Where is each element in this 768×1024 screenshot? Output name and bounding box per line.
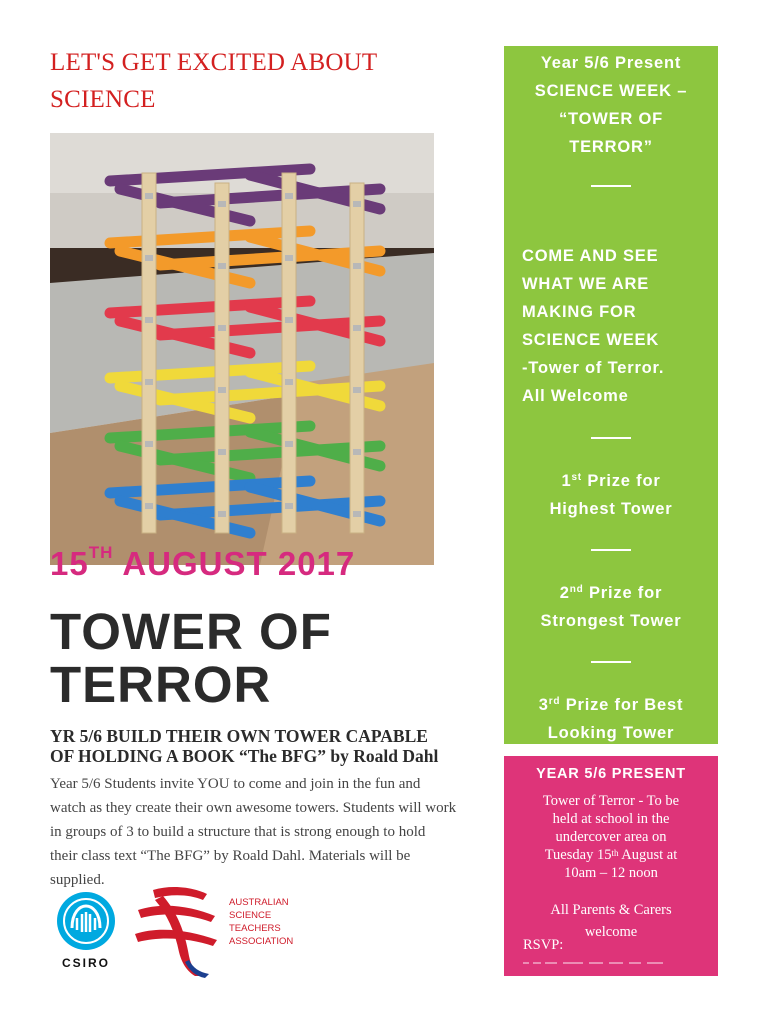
clothes-peg <box>142 173 156 533</box>
peg-spring <box>285 503 293 509</box>
prize-line-2: Strongest Tower <box>540 612 682 630</box>
asta-emblem-icon <box>133 882 223 978</box>
csiro-emblem-icon <box>50 890 122 970</box>
parents-line: All Parents & Carers <box>550 902 672 918</box>
second-prize <box>504 579 718 635</box>
asta-line: AUSTRALIAN <box>229 897 289 908</box>
come-line: All Welcome <box>522 387 629 405</box>
body-line: in groups of 3 to build a structure that is strong enough to hold <box>50 824 426 840</box>
date-suffix: TH <box>88 543 114 562</box>
details-line: held at school in the <box>552 811 670 827</box>
green-heading-line: TERROR” <box>569 138 653 156</box>
asta-line: ASSOCIATION <box>229 936 294 947</box>
headline <box>50 44 450 118</box>
divider <box>591 661 631 663</box>
peg-spring <box>145 441 153 447</box>
prize-number: 2 <box>559 584 570 602</box>
details-day: Tuesday 15 <box>544 847 612 863</box>
divider <box>591 185 631 187</box>
csiro-wordmark: CSIRO <box>61 956 111 970</box>
peg-spring <box>285 317 293 323</box>
peg-spring <box>353 449 361 455</box>
green-heading-line: SCIENCE WEEK – <box>534 82 688 100</box>
peg-spring <box>145 503 153 509</box>
prize-suffix: nd <box>569 584 584 595</box>
peg-spring <box>145 379 153 385</box>
event-date <box>50 545 355 583</box>
peg-spring <box>353 387 361 393</box>
come-line: SCIENCE WEEK <box>522 331 660 349</box>
body-line: supplied. <box>50 872 105 888</box>
details-day-suffix: th <box>611 848 619 858</box>
divider <box>591 549 631 551</box>
prize-number: 3 <box>538 696 549 714</box>
body-line: watch as they create their own awesome towers. Students will work <box>50 800 457 816</box>
rsvp-label: RSVP: <box>523 937 564 953</box>
peg-spring <box>218 201 226 207</box>
green-panel-heading <box>504 49 718 161</box>
green-heading-line: “TOWER OF <box>558 110 664 128</box>
clothes-peg <box>350 183 364 533</box>
come-line: MAKING FOR <box>522 303 637 321</box>
clothes-peg <box>282 173 296 533</box>
headline-line-1: LET'S GET EXCITED ABOUT <box>50 49 378 76</box>
third-prize <box>504 691 718 747</box>
prize-line-1: Prize for Best <box>560 696 684 714</box>
tower-photo <box>50 133 434 565</box>
peg-spring <box>218 325 226 331</box>
clothes-peg <box>215 183 229 533</box>
pink-panel-heading: YEAR 5/6 PRESENT <box>536 766 686 782</box>
peg-spring <box>353 201 361 207</box>
first-prize <box>504 467 718 523</box>
prize-suffix: rd <box>548 696 561 707</box>
come-and-see-text <box>522 242 718 410</box>
event-details <box>514 792 708 882</box>
title-line-1: TOWER OF <box>50 603 332 660</box>
come-line: COME AND SEE <box>522 247 659 265</box>
cut-off-text <box>523 959 673 964</box>
come-line: -Tower of Terror. <box>522 359 665 377</box>
green-heading-line: Year 5/6 Present <box>540 54 682 72</box>
green-info-panel <box>504 46 718 744</box>
peg-spring <box>353 263 361 269</box>
body-line: their class text “The BFG” by Roald Dahl. Materials will be <box>50 848 411 864</box>
page-title <box>50 605 332 711</box>
prize-line-2: Highest Tower <box>549 500 673 518</box>
peg-spring <box>218 449 226 455</box>
subtitle-line-2: OF HOLDING A BOOK “The BFG” by Roald Dahl <box>50 746 439 766</box>
details-line: Tower of Terror - To be <box>542 793 680 809</box>
come-line: WHAT WE ARE <box>522 275 650 293</box>
peg-spring <box>285 379 293 385</box>
body-paragraph <box>50 772 478 892</box>
peg-spring <box>218 263 226 269</box>
headline-line-2: SCIENCE <box>50 86 156 113</box>
peg-spring <box>145 193 153 199</box>
body-line: Year 5/6 Students invite YOU to come and join in the fun and <box>50 776 421 792</box>
details-line: undercover area on <box>555 829 667 845</box>
prize-number: 1 <box>561 472 572 490</box>
asta-line: SCIENCE <box>229 910 272 921</box>
parents-line: welcome <box>584 924 638 940</box>
peg-spring <box>145 317 153 323</box>
peg-spring <box>285 255 293 261</box>
prize-line-1: Prize for <box>581 472 661 490</box>
asta-line: TEACHERS <box>229 923 281 934</box>
peg-spring <box>353 325 361 331</box>
divider <box>591 437 631 439</box>
pink-info-panel <box>504 756 718 976</box>
tower-illustration <box>50 133 434 565</box>
prize-suffix: st <box>571 472 582 483</box>
date-rest: AUGUST 2017 <box>122 545 356 582</box>
peg-spring <box>145 255 153 261</box>
prize-line-1: Prize for <box>583 584 663 602</box>
subtitle <box>50 726 490 766</box>
peg-spring <box>218 387 226 393</box>
details-month: August at <box>618 847 678 863</box>
peg-spring <box>218 511 226 517</box>
date-day: 15 <box>50 545 89 582</box>
csiro-logo <box>50 890 122 970</box>
peg-spring <box>285 441 293 447</box>
peg-spring <box>285 193 293 199</box>
details-time: 10am – 12 noon <box>564 865 658 881</box>
prize-line-2: Looking Tower <box>547 724 675 742</box>
asta-wordmark <box>229 896 293 948</box>
title-line-2: TERROR <box>50 656 272 713</box>
peg-spring <box>353 511 361 517</box>
subtitle-line-1: YR 5/6 BUILD THEIR OWN TOWER CAPABLE <box>50 726 428 746</box>
